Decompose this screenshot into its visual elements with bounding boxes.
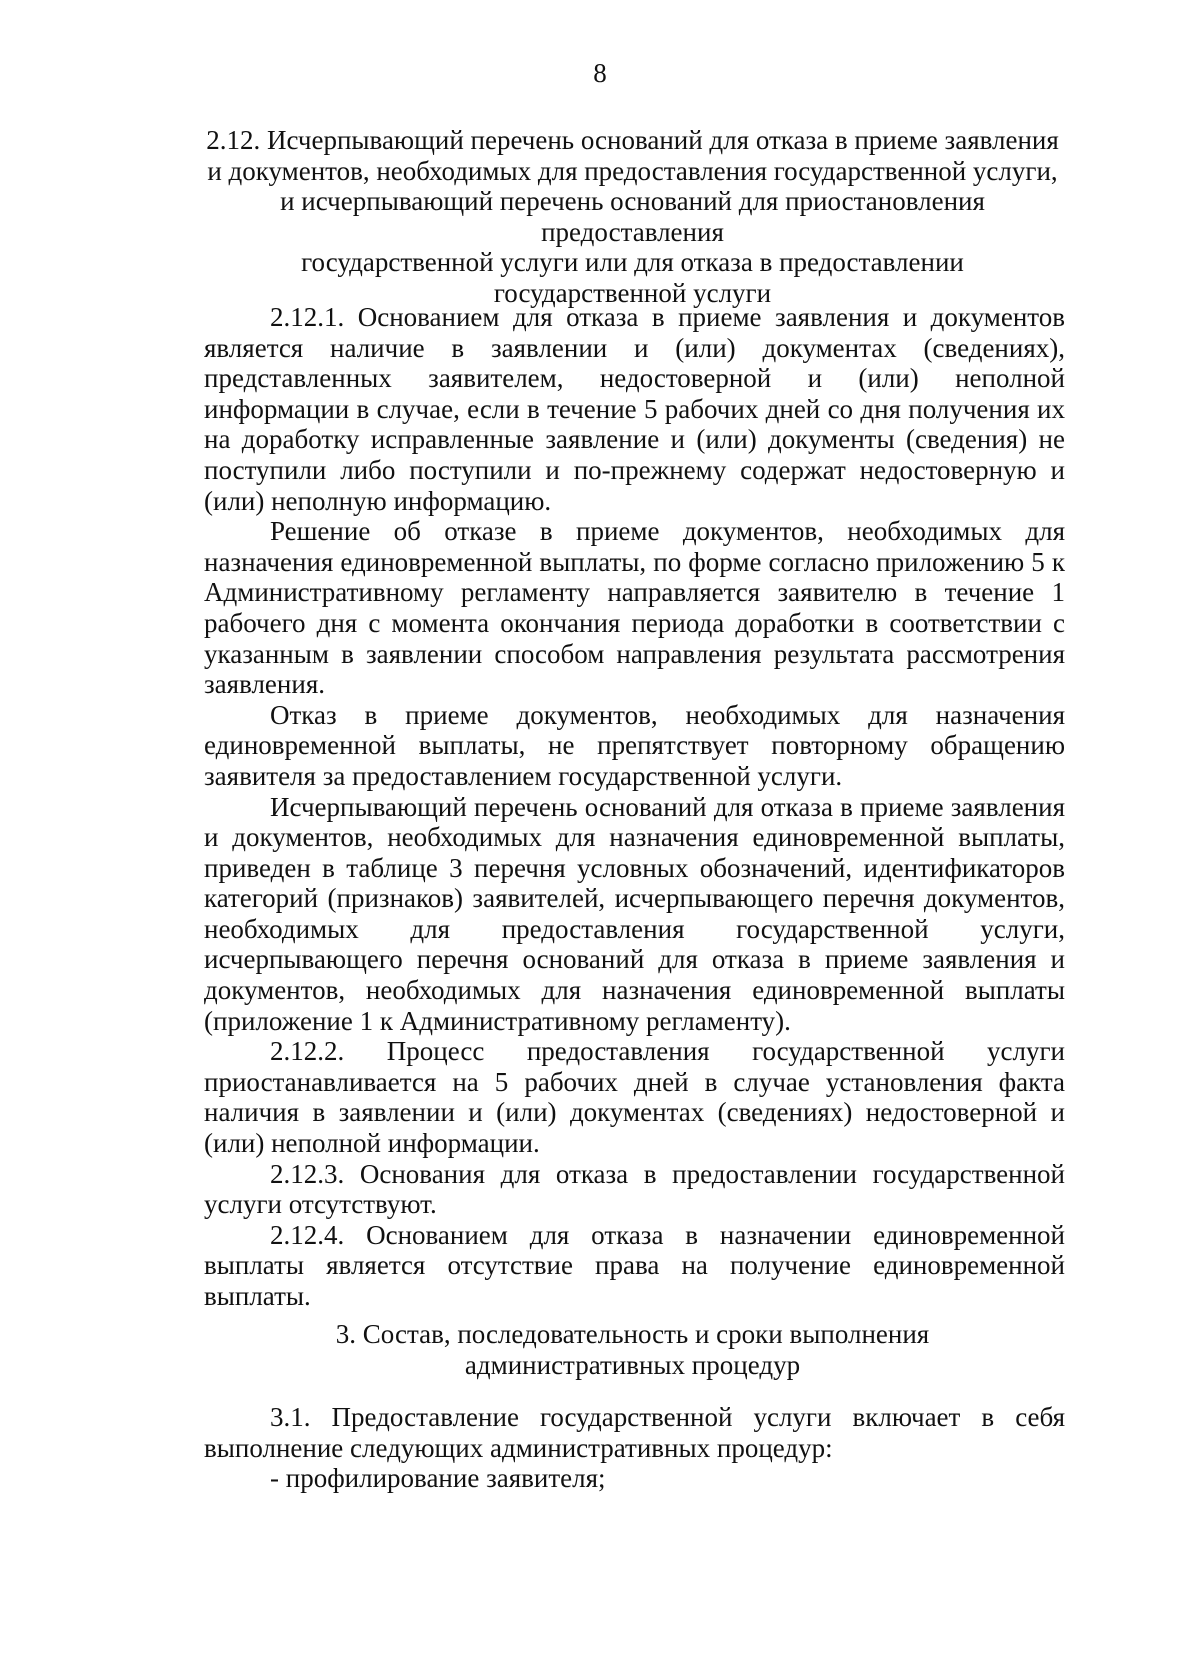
heading-line: государственной услуги	[493, 277, 772, 308]
list-item: - профилирование заявителя;	[270, 1463, 606, 1494]
heading-line: 2.12. Исчерпывающий перечень оснований для отказа в приеме заявления	[206, 125, 1059, 155]
page-number: 8	[593, 58, 607, 88]
heading-line: государственной услуги или для отказа в предоставлении	[301, 247, 964, 278]
section-3-body	[204, 1402, 1065, 1494]
section-3-heading	[200, 1319, 1065, 1380]
paragraph-refusal-no-obstacle: Отказ в приеме документов, необходимых для назначения единовременной выплаты, не препятствует повторному обращению заявителя за предоставлением государственной услуги.	[204, 699, 1065, 791]
paragraph-2-12-3: 2.12.3. Основания для отказа в предоставлении государственной услуги отсутствуют.	[204, 1158, 1065, 1220]
paragraph-exhaustive-list: Исчерпывающий перечень оснований для отказа в приеме заявления и документов, необходимых для назначения единовременной выплаты, приведен в таблице 3 перечня условных обозначений, идентификаторов категорий (признаков) заявителей, исчерпывающего перечня документов, необходимых для предоставления государственной услуги, исчерпывающего перечня оснований для отказа в приеме заявления и документов, необходимых для назначения единовременной выплаты (приложение 1 к Административному регламенту).	[204, 791, 1065, 1036]
paragraph-2-12-1: 2.12.1. Основанием для отказа в приеме заявления и документов является наличие в заявлении и (или) документах (сведениях), представленных заявителем, недостоверной и (или) неполной информации в случае, если в течение 5 рабочих дней со дня получения их на доработку исправленные заявление и (или) документы (сведения) не поступили либо поступили и по-прежнему содержат недостоверную и (или) неполную информацию.	[204, 302, 1065, 516]
section-2-12-body	[204, 302, 1065, 1312]
heading-line: и исчерпывающий перечень оснований для приостановления предоставления	[280, 186, 985, 247]
paragraph-refusal-decision: Решение об отказе в приеме документов, необходимых для назначения единовременной выплаты, по форме согласно приложению 5 к Административному регламенту направляется заявителю в течение 1 рабочего дня с момента окончания периода доработки в соответствии с указанным в заявлении способом направления результата рассмотрения заявления.	[204, 516, 1065, 700]
paragraph-2-12-2: 2.12.2. Процесс предоставления государственной услуги приостанавливается на 5 рабочих дней в случае установления факта наличия в заявлении и (или) документах (сведениях) недостоверной и (или) неполной информации.	[204, 1036, 1065, 1159]
paragraph-2-12-4: 2.12.4. Основанием для отказа в назначении единовременной выплаты является отсутствие права на получение единовременной выплаты.	[204, 1219, 1065, 1311]
heading-line: административных процедур	[464, 1349, 801, 1380]
paragraph-3-1: 3.1. Предоставление государственной услуги включает в себя выполнение следующих административных процедур:	[204, 1402, 1065, 1463]
heading-line: 3. Состав, последовательность и сроки выполнения	[335, 1319, 930, 1349]
heading-line: и документов, необходимых для предоставления государственной услуги,	[207, 155, 1058, 186]
section-2-12-heading	[200, 125, 1065, 309]
